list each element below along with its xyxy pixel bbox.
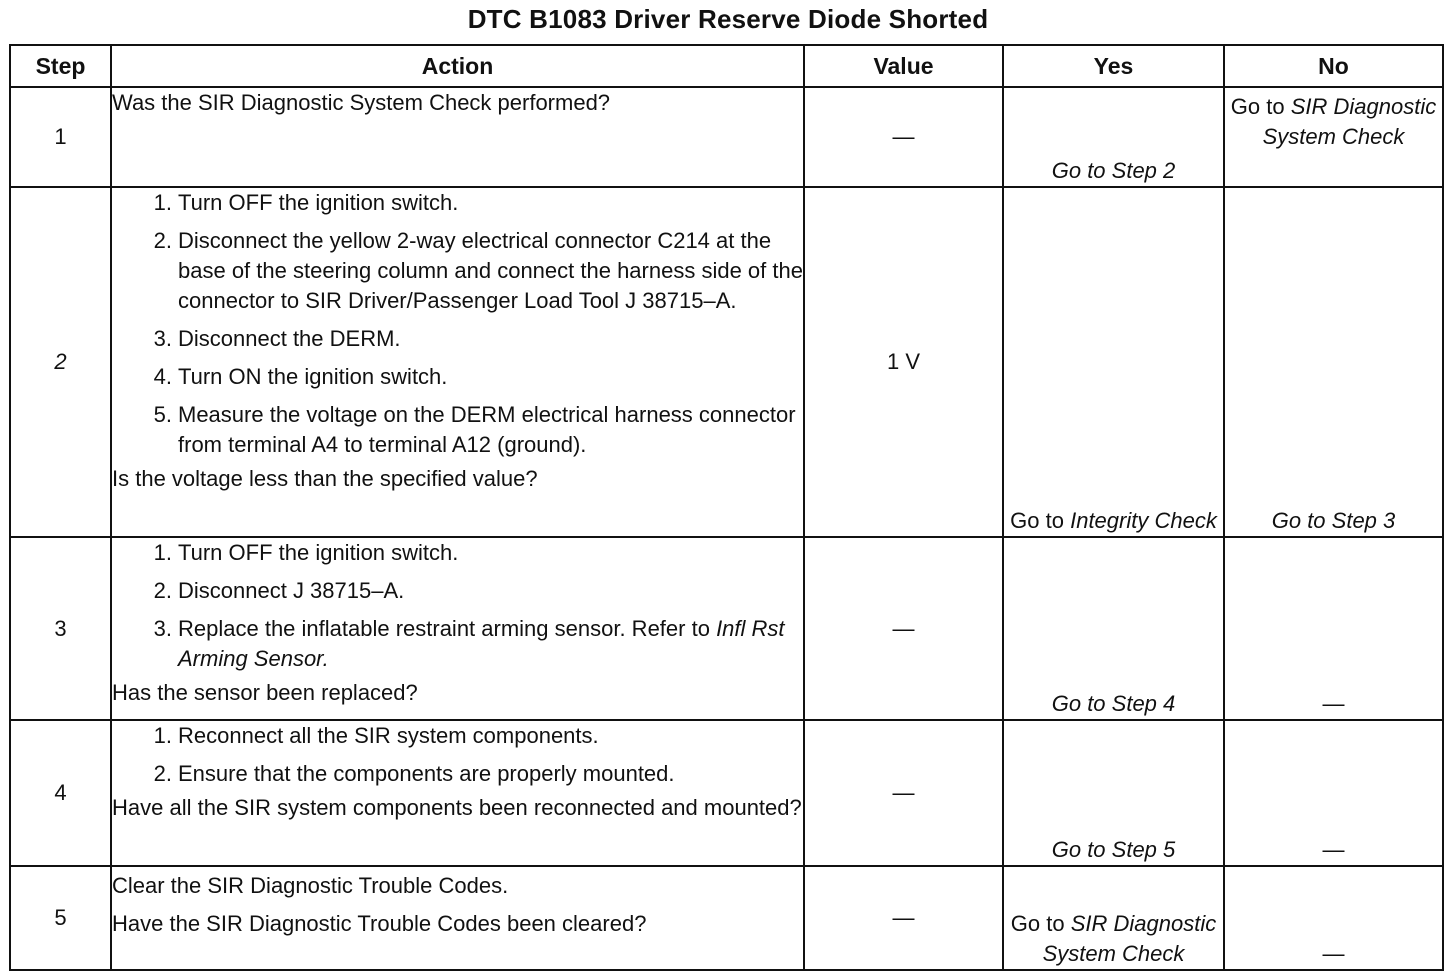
table-row xyxy=(10,87,1443,187)
page-title: DTC B1083 Driver Reserve Diode Shorted xyxy=(467,4,989,34)
list-item xyxy=(112,759,803,789)
action-cell xyxy=(111,187,804,537)
list-number: 2. xyxy=(153,228,172,253)
list-number: 2. xyxy=(153,578,172,603)
action-question: Have all the SIR system components been reconnected and mounted? xyxy=(112,795,802,820)
list-item xyxy=(112,400,803,460)
action-cell xyxy=(111,87,804,187)
yes-cell xyxy=(1003,187,1224,537)
header-action: Action xyxy=(111,45,804,87)
table-row xyxy=(10,187,1443,537)
list-item xyxy=(112,324,803,354)
list-number: 1. xyxy=(153,723,172,748)
yes-prefix: Go to xyxy=(1010,508,1071,533)
list-item xyxy=(112,188,803,218)
list-text: Disconnect J 38715–A. xyxy=(178,578,405,603)
value-cell: — xyxy=(804,87,1003,187)
list-text: Disconnect the DERM. xyxy=(178,326,401,351)
no-link[interactable]: Go to Step 3 xyxy=(1224,187,1443,537)
step-list xyxy=(112,721,803,789)
list-item xyxy=(112,226,803,316)
value-cell: — xyxy=(804,537,1003,720)
step-number: 5 xyxy=(10,866,111,970)
list-number: 1. xyxy=(153,190,172,215)
list-text: Disconnect the yellow 2-way electrical connector C214 at the base of the steering column and connect the harness side of the connector to SIR Driver/Passenger Load Tool J 38715–A. xyxy=(178,228,803,313)
step-list xyxy=(112,188,803,460)
yes-prefix: Go to xyxy=(1010,911,1071,936)
action-question: Has the sensor been replaced? xyxy=(112,680,418,705)
step-number: 4 xyxy=(10,720,111,866)
yes-link[interactable]: Integrity Check xyxy=(1070,508,1217,533)
step-number: 3 xyxy=(10,537,111,720)
list-text: Turn ON the ignition switch. xyxy=(178,364,448,389)
list-item xyxy=(112,614,803,674)
action-question: Is the voltage less than the specified value? xyxy=(112,466,538,491)
value-cell: — xyxy=(804,866,1003,970)
table-row xyxy=(10,720,1443,866)
table-row xyxy=(10,537,1443,720)
step-number: 2 xyxy=(10,187,111,537)
list-item xyxy=(112,576,803,606)
no-cell xyxy=(1224,87,1443,187)
step-list xyxy=(112,538,803,674)
list-number: 3. xyxy=(153,326,172,351)
action-line: Clear the SIR Diagnostic Trouble Codes. xyxy=(112,873,509,898)
yes-link[interactable]: Go to Step 5 xyxy=(1003,720,1224,866)
action-question: Was the SIR Diagnostic System Check performed? xyxy=(112,90,611,115)
list-item xyxy=(112,362,803,392)
list-number: 2. xyxy=(153,761,172,786)
action-cell xyxy=(111,866,804,970)
list-text: Measure the voltage on the DERM electrical harness connector from terminal A4 to terminal A12 (ground). xyxy=(178,402,796,457)
header-value: Value xyxy=(804,45,1003,87)
no-prefix: Go to xyxy=(1230,94,1291,119)
list-text: Turn OFF the ignition switch. xyxy=(178,540,459,565)
step-number: 1 xyxy=(10,87,111,187)
action-cell xyxy=(111,537,804,720)
list-item xyxy=(112,721,803,751)
list-number: 4. xyxy=(153,364,172,389)
yes-cell xyxy=(1003,866,1224,970)
yes-link[interactable]: SIR Diagnostic System Check xyxy=(1042,911,1217,966)
header-step: Step xyxy=(10,45,111,87)
list-item xyxy=(112,538,803,568)
yes-link[interactable]: Go to Step 4 xyxy=(1003,537,1224,720)
table-header-row xyxy=(10,45,1443,87)
diagnostic-table xyxy=(9,44,1444,971)
list-number: 5. xyxy=(153,402,172,427)
no-cell: — xyxy=(1224,720,1443,866)
no-cell: — xyxy=(1224,537,1443,720)
no-link[interactable]: SIR Diagnostic System Check xyxy=(1262,94,1437,149)
value-cell: 1 V xyxy=(804,187,1003,537)
list-text: Turn OFF the ignition switch. xyxy=(178,190,459,215)
value-cell: — xyxy=(804,720,1003,866)
action-question: Have the SIR Diagnostic Trouble Codes been cleared? xyxy=(112,911,647,936)
list-number: 3. xyxy=(153,616,172,641)
list-text: Replace the inflatable restraint arming sensor. Refer to xyxy=(178,616,717,641)
header-yes: Yes xyxy=(1003,45,1224,87)
list-text: Ensure that the components are properly mounted. xyxy=(178,761,675,786)
yes-link[interactable]: Go to Step 2 xyxy=(1003,87,1224,187)
no-cell: — xyxy=(1224,866,1443,970)
reference-link[interactable]: Infl Rst Arming Sensor. xyxy=(178,616,785,671)
header-no: No xyxy=(1224,45,1443,87)
action-cell xyxy=(111,720,804,866)
table-row xyxy=(10,866,1443,970)
list-number: 1. xyxy=(153,540,172,565)
list-text: Reconnect all the SIR system components. xyxy=(178,723,599,748)
